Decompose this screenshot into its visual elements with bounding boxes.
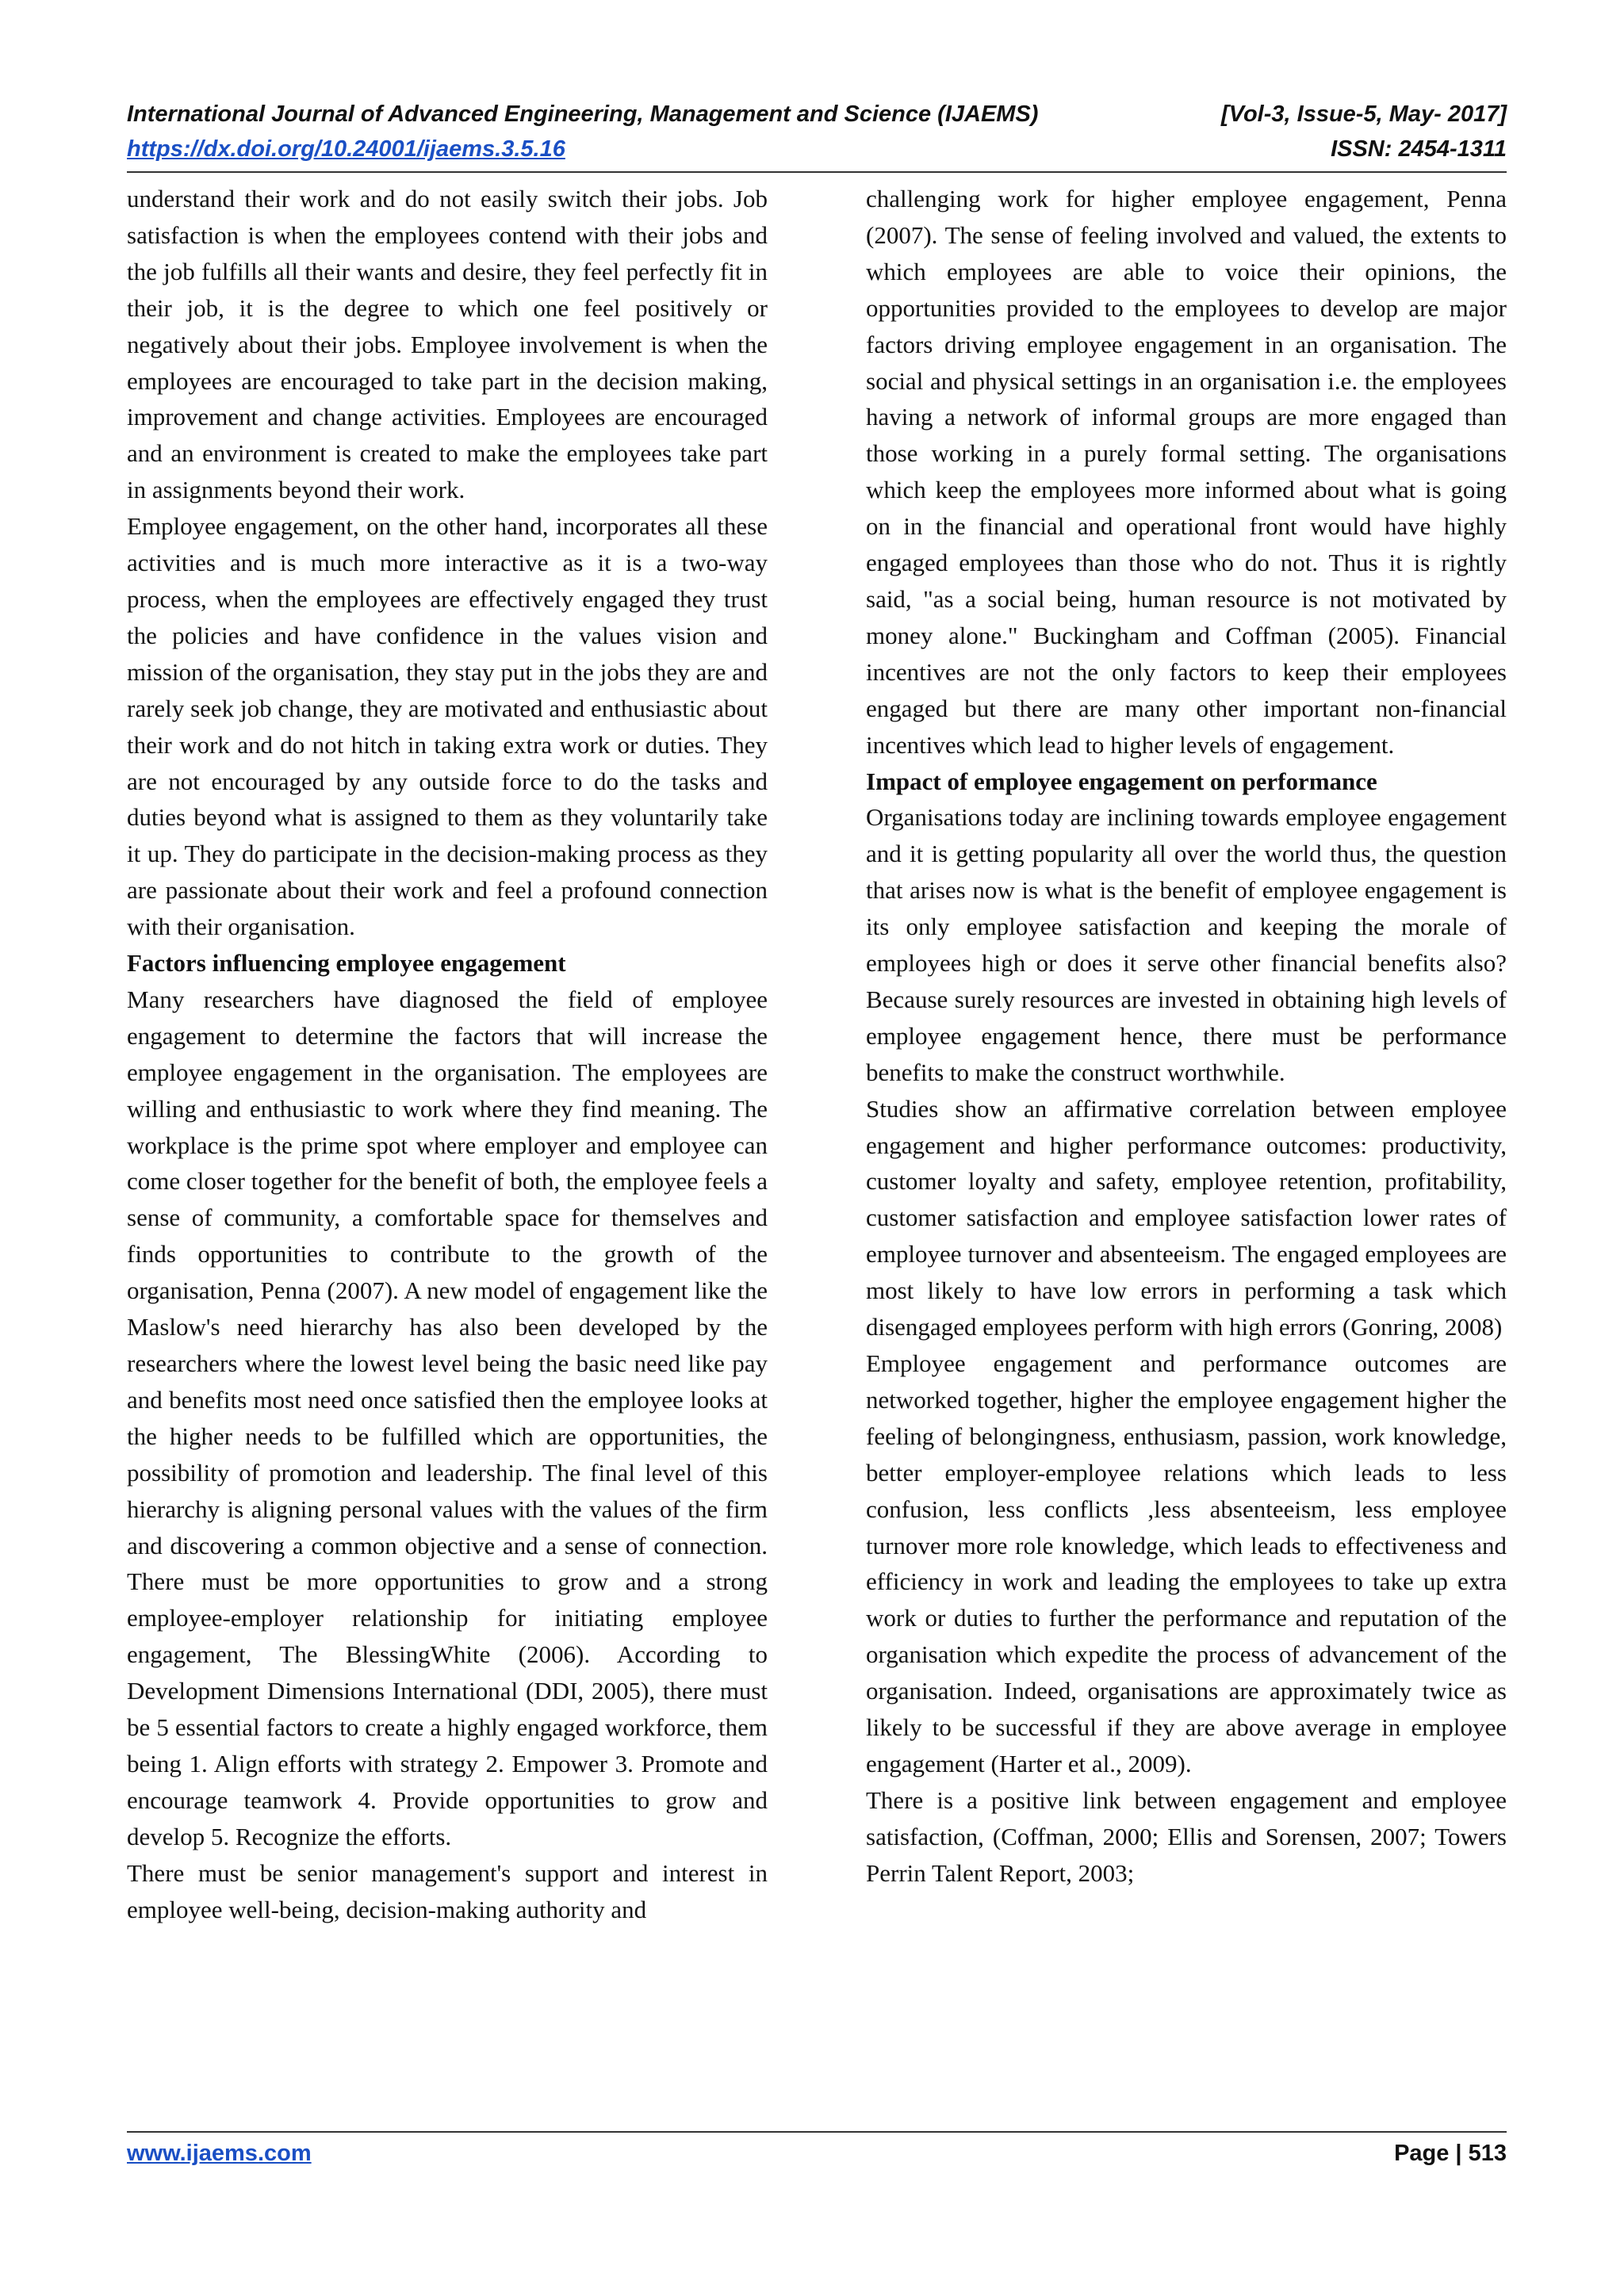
page-footer <box>127 2136 1507 2171</box>
right-paragraph-3: Studies show an affirmative correlation between employee engagement and higher performance outcomes: productivity, customer loyalty and safety, employee retention, profitability, customer satisfaction and employee satisfaction lower rates of employee turnover and absenteeism. The engaged employees are most likely to have low errors in performing a task which disengaged employees perform with high errors (Gonring, 2008) <box>866 1094 1507 1341</box>
footer-divider <box>127 2131 1507 2133</box>
doi-link[interactable]: https://dx.doi.org/10.24001/ijaems.3.5.16 <box>127 136 565 162</box>
journal-website-link[interactable]: www.ijaems.com <box>127 2141 312 2166</box>
header-row-top <box>127 97 1507 132</box>
journal-title: International Journal of Advanced Engineering, Management and Science (IJAEMS) <box>127 101 1039 127</box>
section-heading-impact: Impact of employee engagement on performance <box>866 767 1377 795</box>
issn: ISSN: 2454-1311 <box>1331 136 1507 162</box>
left-paragraph-1: understand their work and do not easily switch their jobs. Job satisfaction is when the employees contend with their jobs and the job fulfills all their wants and desire, they feel perfectly fit in their job, it is the degree to which one feel positively or negatively about their jobs. Employee involvement is when the employees are encouraged to take part in the decision making, improvement and change activities. Employees are encouraged and an environment is created to make the employees take part in assignments beyond their work. <box>127 185 768 504</box>
left-column <box>127 181 768 1928</box>
page-number: Page | 513 <box>1394 2141 1507 2166</box>
header-divider <box>127 171 1507 173</box>
left-paragraph-2: Employee engagement, on the other hand, incorporates all these activities and is much more interactive as it is a two-way process, when the employees are effectively engaged they trust the policies and have confidence in the values vision and mission of the organisation, they stay put in the jobs they are and rarely seek job change, they are motivated and enthusiastic about their work and do not hitch in taking extra work or duties. They are not encouraged by any outside force to do the tasks and duties beyond what is assigned to them as they voluntarily take it up. They do participate in the decision-making process as they are passionate about their work and feel a profound connection with their organisation. <box>127 512 768 941</box>
header-row-bottom <box>127 132 1507 166</box>
right-paragraph-2: Organisations today are inclining towards employee engagement and it is getting popularity all over the world thus, the question that arises now is what is the benefit of employee engagement is its only employee satisfaction and keeping the morale of employees high or does it serve other financial benefits also? Because surely resources are invested in obtaining high levels of employee engagement hence, there must be performance benefits to make the construct worthwhile. <box>866 803 1507 1086</box>
left-paragraph-4: There must be senior management's support and interest in employee well-being, decision-making authority and <box>127 1858 768 1923</box>
volume-issue: [Vol-3, Issue-5, May- 2017] <box>1221 101 1507 127</box>
page-header <box>127 97 1507 166</box>
section-heading-factors: Factors influencing employee engagement <box>127 949 566 978</box>
right-paragraph-4: Employee engagement and performance outcomes are networked together, higher the employee engagement higher the feeling of belongingness, enthusiasm, passion, work knowledge, better employer-employee relations which leads to less confusion, less conflicts ,less absenteeism, less employee turnover more role knowledge, which leads to effectiveness and efficiency in work and leading the employees to take up extra work or duties to further the performance and reputation of the organisation which expedite the process of advancement of the organisation. Indeed, organisations are approximately twice as likely to be successful if they are above average in employee engagement (Harter et al., 2009). <box>866 1349 1507 1777</box>
right-column <box>866 181 1507 1892</box>
right-paragraph-5: There is a positive link between engagement and employee satisfaction, (Coffman, 2000; Ellis and Sorensen, 2007; Towers Perrin Talent Report, 2003; <box>866 1785 1507 1887</box>
right-paragraph-1: challenging work for higher employee engagement, Penna (2007). The sense of feeling involved and valued, the extents to which employees are able to voice their opinions, the opportunities provided to the employees to develop are major factors driving employee engagement in an organisation. The social and physical settings in an organisation i.e. the employees having a network of informal groups are more engaged than those working in a purely formal setting. The organisations which keep the employees more informed about what is going on in the financial and operational front would have highly engaged employees than those who do not. Thus it is rightly said, "as a social being, human resource is not motivated by money alone." Buckingham and Coffman (2005). Financial incentives are not the only factors to keep their employees engaged but there are many other important non-financial incentives which lead to higher levels of engagement. <box>866 185 1507 759</box>
left-paragraph-3: Many researchers have diagnosed the field of employee engagement to determine the factors that will increase the employee engagement in the organisation. The employees are willing and enthusiastic to work where they find meaning. The workplace is the prime spot where employer and employee can come closer together for the benefit of both, the employee feels a sense of community, a comfortable space for themselves and finds opportunities to contribute to the growth of the organisation, Penna (2007). A new model of engagement like the Maslow's need hierarchy has also been developed by the researchers where the lowest level being the basic need like pay and benefits most need once satisfied then the employee looks at the higher needs to be fulfilled which are opportunities, the possibility of promotion and leadership. The final level of this hierarchy is aligning personal values with the values of the firm and discovering a common objective and a sense of connection. There must be more opportunities to grow and a strong employee-employer relationship for initiating employee engagement, The BlessingWhite (2006). According to Development Dimensions International (DDI, 2005), there must be 5 essential factors to create a highly engaged workforce, them being 1. Align efforts with strategy 2. Empower 3. Promote and encourage teamwork 4. Provide opportunities to grow and develop 5. Recognize the efforts. <box>127 985 768 1850</box>
